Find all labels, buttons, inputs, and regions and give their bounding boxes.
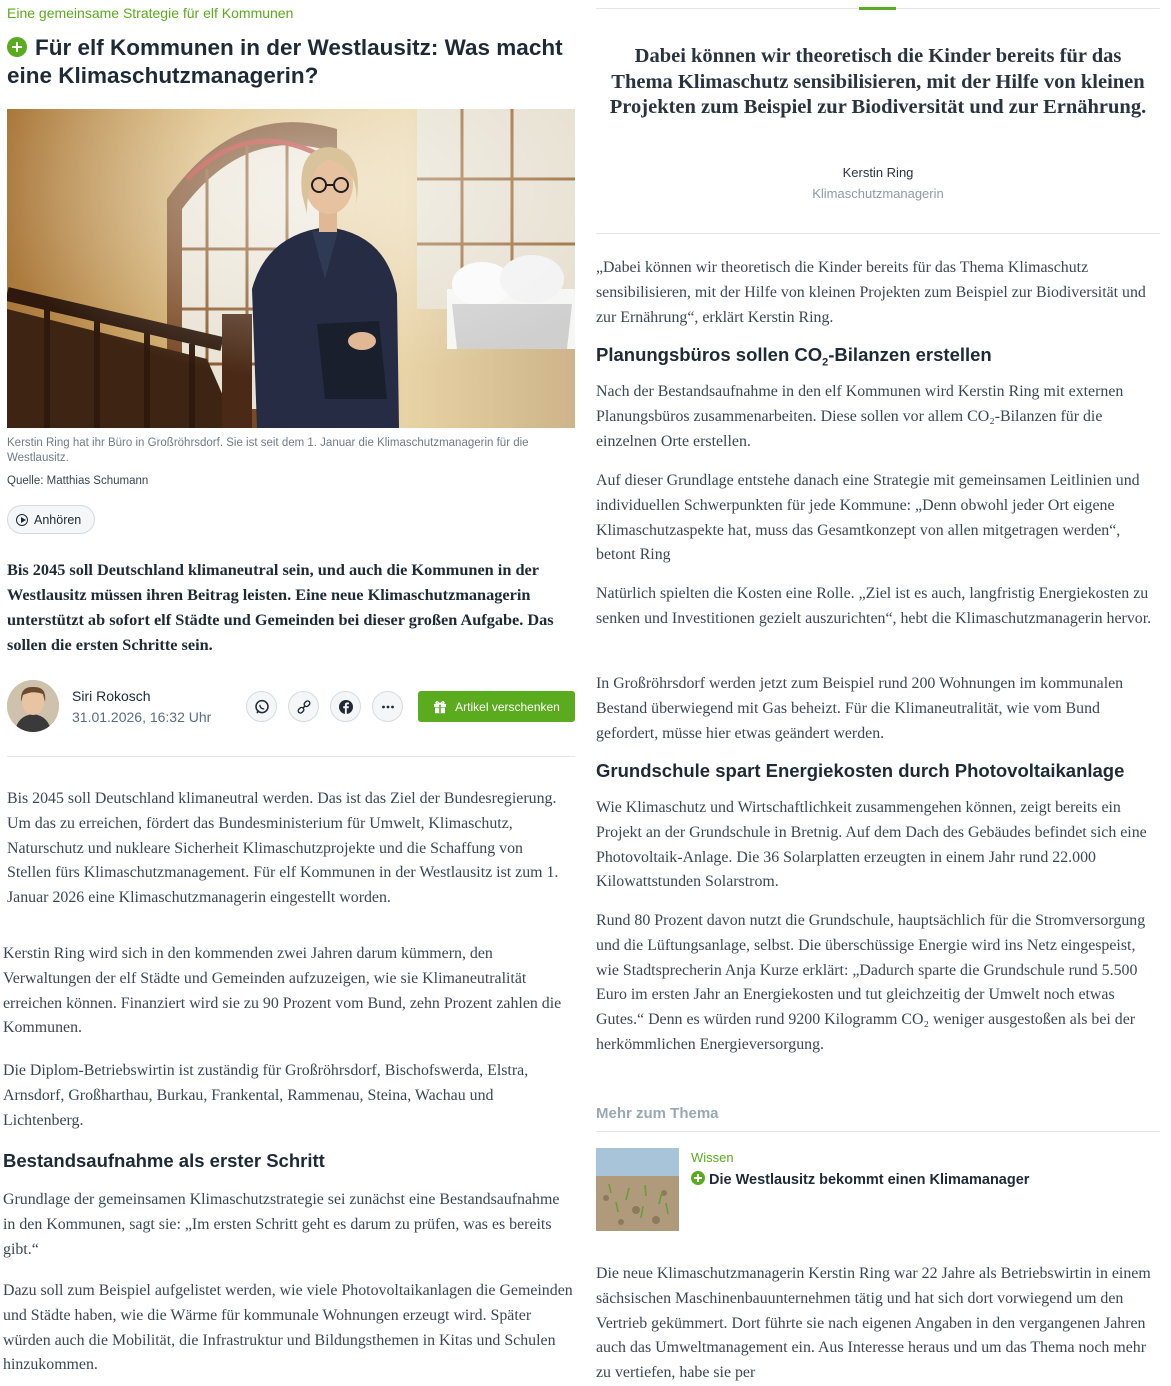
article-kicker[interactable]: Eine gemeinsame Strategie für elf Kommunen xyxy=(7,5,294,21)
quote-text: Dabei können wir theoretisch die Kinder bereits für das Thema Klimaschutz sensibilisieren, mit der Hilfe von kleinen Projekten zum Beispiel zur Biodiversität und zur Ernährung. xyxy=(609,45,1147,118)
quote-author-role: Klimaschutzmanagerin xyxy=(812,186,944,201)
body-paragraph-9: Natürlich spielten die Kosten eine Rolle. „Ziel ist es auch, langfristig Energiekosten zu senken und Investitionen gezielt auszurichten“, hebt die Klimaschutzmanagerin hervor. xyxy=(596,585,1152,627)
listen-button[interactable] xyxy=(7,505,95,534)
more-icon xyxy=(380,699,396,715)
copy-link-button[interactable] xyxy=(288,691,319,722)
publish-date: 31.01.2026, 16:32 Uhr xyxy=(72,709,212,725)
gift-article-button[interactable] xyxy=(418,691,575,722)
right-column xyxy=(596,0,1160,1384)
section-heading-bestandsaufnahme: Bestandsaufnahme als erster Schritt xyxy=(3,1150,325,1171)
left-column xyxy=(0,0,585,1384)
body-paragraph-12: Rund 80 Prozent davon nutzt die Grundschule, hauptsächlich für die Stromversorgung und die Lüftungsanlage, selbst. Die überschüssige Energie wird ins Netz eingespeist, wie Stadtsprecherin Anja Kurze erklärt: „Dadurch sparte die Grundschule rund 5.500 Euro im ersten Jahr an Energiekosten und tut gleichzeitig der Umwelt noch etwas Gutes.“ Denn es würden rund 9200 Kilogramm CO₂ weniger ausgestoßen als bei der herkömmlichen Energieversorgung. xyxy=(596,912,1146,1053)
body-paragraph-3: Die Diplom-Betriebswirtin ist zuständig für Großröhrsdorf, Bischofswerda, Elstra, Arnsdorf, Großharthau, Burkau, Frankental, Rammenau, Steina, Wachau und Lichtenberg. xyxy=(3,1062,529,1129)
hero-image[interactable] xyxy=(7,109,575,428)
facebook-icon xyxy=(338,699,354,715)
whatsapp-icon xyxy=(254,699,270,715)
avatar[interactable] xyxy=(7,680,59,732)
quote-bottom-border xyxy=(596,233,1160,234)
more-on-topic-heading: Mehr zum Thema xyxy=(596,1105,719,1122)
body-paragraph-1: Bis 2045 soll Deutschland klimaneutral werden. Das ist das Ziel der Bundesregierung. Um das zu erreichen, fördert das Bundesministerium für Umwelt, Klimaschutz, Naturschutz und nukleare Sicherheit Klimaschutzprojekte und die Schaffung von Stellen fürs Klimaschutzmanagement. Für elf Kommunen in der Westlausitz ist zum 1. Januar 2026 eine Klimaschutzmanagerin eingestellt worden. xyxy=(7,790,559,907)
body-paragraph-6: „Dabei können wir theoretisch die Kinder bereits für das Thema Klimaschutz sensibilisieren, mit der Hilfe von kleinen Projekten zum Beispiel zur Biodiversität und zur Ernährung“, erklärt Kerstin Ring. xyxy=(596,259,1146,326)
gift-icon xyxy=(433,700,447,714)
related-article-link[interactable] xyxy=(691,1171,1029,1188)
image-source: Quelle: Matthias Schumann xyxy=(7,475,149,487)
body-paragraph-8: Auf dieser Grundlage entstehe danach eine Strategie mit gemeinsamen Leitlinien und individuellen Schwerpunkten für jede Kommune: „Denn obwohl jeder Ort eigene Klimaschutzaspekte hat, muss das Gesamtkonzept von allen mitgetragen werden“, betont Ring xyxy=(596,472,1140,564)
link-icon xyxy=(296,699,312,715)
listen-label: Anhören xyxy=(34,512,82,527)
related-article-image[interactable] xyxy=(596,1148,679,1231)
author-divider xyxy=(7,756,575,757)
author-photo xyxy=(7,680,59,732)
section-heading-grundschule: Grundschule spart Energiekosten durch Photovoltaikanlage xyxy=(596,760,1125,781)
field-photo xyxy=(596,1148,679,1231)
body-paragraph-10: In Großröhrsdorf werden jetzt zum Beispiel rund 200 Wohnungen im kommunalen Bestand überwiegend mit Gas beheizt. Für die Klimaneutralität, wie vom Bund gefordert, müsse hier etwas geändert werden. xyxy=(596,675,1124,742)
body-paragraph-2: Kerstin Ring wird sich in den kommenden zwei Jahren darum kümmern, den Verwaltungen der elf Städte und Gemeinden aufzuzeigen, wie sie Klimaneutralität erreichen können. Finanziert wird sie zu 90 Prozent vom Bund, zehn Prozent zahlen die Kommunen. xyxy=(3,945,562,1037)
gift-label: Artikel verschenken xyxy=(455,699,560,714)
body-paragraph-13: Die neue Klimaschutzmanagerin Kerstin Ring war 22 Jahre als Betriebswirtin in einem sächsischen Maschinenbauunternehmen tätig und hat sich dort vorwiegend um den Vertrieb gekümmert. Dort führte sie nach eigenen Angaben in den vergangenen Jahren auch das Umweltmanagement ein. Aus Interesse heraus und um das Thema noch mehr zu vertiefen, habe sie per xyxy=(596,1265,1151,1382)
play-icon xyxy=(16,514,28,526)
more-share-button[interactable] xyxy=(372,691,403,722)
article-teaser: Bis 2045 soll Deutschland klimaneutral sein, und auch die Kommunen in der Westlausitz müssen ihren Beitrag leisten. Eine neue Klimaschutzmanagerin unterstützt ab sofort elf Städte und Gemeinden bei dieser großen Aufgabe. Das sollen die ersten Schritte sein. xyxy=(7,560,554,654)
image-caption: Kerstin Ring hat ihr Büro in Großröhrsdorf. Sie ist seit dem 1. Januar die Klimaschutzmanagerin für die Westlausitz. xyxy=(7,437,529,464)
whatsapp-share-button[interactable] xyxy=(246,691,277,722)
body-paragraph-11: Wie Klimaschutz und Wirtschaftlichkeit zusammengehen können, zeigt bereits ein Projekt an der Grundschule in Bretnig. Auf dem Dach des Gebäudes befindet sich eine Photovoltaik-Anlage. Die 36 Solarplatten erzeugten in einem Jahr rund 22.000 Kilowattstunden Solarstrom. xyxy=(596,799,1147,891)
plus-icon xyxy=(7,37,27,57)
related-article-kicker[interactable]: Wissen xyxy=(691,1150,734,1165)
body-paragraph-5: Dazu soll zum Beispiel aufgelistet werden, wie viele Photovoltaikanlagen die Gemeinden und Städte haben, wie die Wärme für kommunale Wohnungen erzeugt wird. Später würden auch die Mobilität, die Infrastruktur und Bildungsthemen in Kitas und Schulen hinzukommen. xyxy=(3,1282,573,1374)
body-paragraph-7: Nach der Bestandsaufnahme in den elf Kommunen wird Kerstin Ring mit externen Planungsbüros zusammenarbeiten. Diese sollen vor allem CO₂-Bilanzen für die einzelnen Orte erstellen. xyxy=(596,383,1124,450)
article-headline[interactable] xyxy=(7,34,577,90)
quote-author: Kerstin Ring xyxy=(842,165,914,180)
pull-quote xyxy=(596,0,1160,233)
plus-icon xyxy=(691,1171,705,1185)
related-divider xyxy=(596,1131,1160,1132)
section-heading-planungsbueros: Planungsbüros sollen $CO_2$-Bilanzen erstellen xyxy=(596,344,992,369)
author-name[interactable]: Siri Rokosch xyxy=(72,688,151,704)
facebook-share-button[interactable] xyxy=(330,691,361,722)
related-article-title: Die Westlausitz bekommt einen Klimamanager xyxy=(709,1172,1030,1188)
portrait-photo xyxy=(7,109,575,428)
headline-text: Für elf Kommunen in der Westlausitz: Was macht eine Klimaschutzmanagerin? xyxy=(7,35,563,88)
body-paragraph-4: Grundlage der gemeinsamen Klimaschutzstrategie sei zunächst eine Bestandsaufnahme in den Kommunen, sagt sie: „Im ersten Schritt geht es darum zu prüfen, was es bereits gibt.“ xyxy=(3,1191,560,1258)
